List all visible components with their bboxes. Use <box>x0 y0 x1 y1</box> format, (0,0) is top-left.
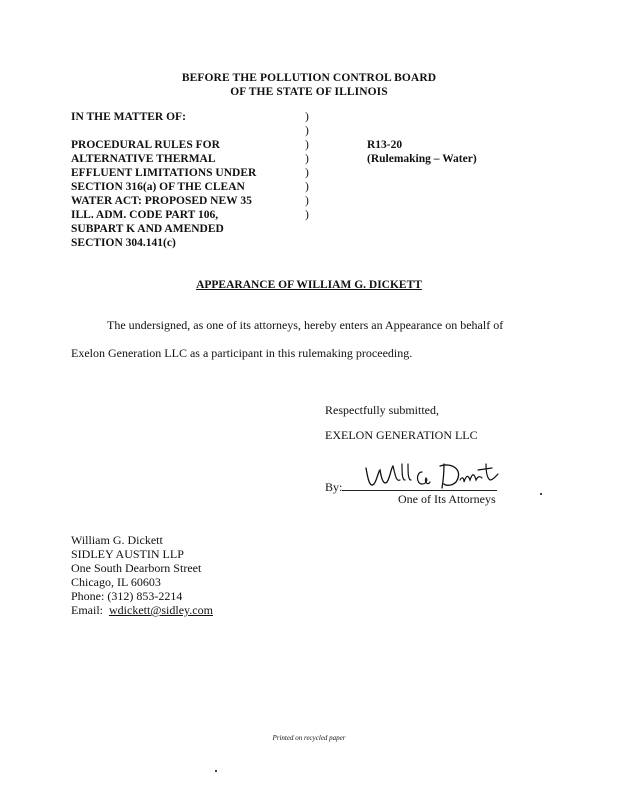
matter-label: IN THE MATTER OF: <box>71 111 186 123</box>
document-title: APPEARANCE OF WILLIAM G. DICKETT <box>196 279 422 291</box>
phone-number: Phone: (312) 853-2214 <box>71 589 183 603</box>
street-address: One South Dearborn Street <box>71 561 202 575</box>
paren: ) <box>305 111 309 123</box>
body-line-1: The undersigned, as one of its attorneys, hereby enters an Appearance on behalf of <box>107 318 504 332</box>
firm-name: SIDLEY AUSTIN LLP <box>71 547 184 561</box>
paren: ) <box>305 195 309 207</box>
caption-line: SUBPART K AND AMENDED <box>71 223 224 235</box>
paren: ) <box>305 139 309 151</box>
docket-info <box>367 138 477 166</box>
caption-line: WATER ACT: PROPOSED NEW 35 <box>71 195 252 207</box>
paren: ) <box>305 153 309 165</box>
caption-parens <box>305 110 309 222</box>
caption-line: ALTERNATIVE THERMAL <box>71 153 216 165</box>
company-name: EXELON GENERATION LLC <box>325 428 478 442</box>
paren: ) <box>305 209 309 221</box>
docket-type: (Rulemaking – Water) <box>367 153 477 165</box>
email-link[interactable]: wdickett@sidley.com <box>109 603 213 617</box>
caption-line: SECTION 316(a) OF THE CLEAN <box>71 181 245 193</box>
caption-line: SECTION 304.141(c) <box>71 237 176 249</box>
signature-caption: One of Its Attorneys <box>398 492 496 506</box>
court-name: BEFORE THE POLLUTION CONTROL BOARD <box>181 72 437 84</box>
email-label: Email: <box>71 603 103 617</box>
court-jurisdiction: OF THE STATE OF ILLINOIS <box>230 86 388 98</box>
by-label: By: <box>325 480 343 494</box>
body-line-2: Exelon Generation LLC as a participant in this rulemaking proceeding. <box>71 346 413 360</box>
paren: ) <box>305 167 309 179</box>
paren: ) <box>305 181 309 193</box>
scan-speck <box>540 493 542 495</box>
email-line <box>71 603 213 618</box>
caption-title <box>71 138 256 250</box>
caption-line: ILL. ADM. CODE PART 106, <box>71 209 219 221</box>
recycled-paper-note: Printed on recycled paper <box>272 734 346 742</box>
caption-line: EFFLUENT LIMITATIONS UNDER <box>71 167 257 179</box>
signature-drawing <box>360 458 510 494</box>
caption-line: PROCEDURAL RULES FOR <box>71 139 220 151</box>
city-address: Chicago, IL 60603 <box>71 575 161 589</box>
closing-phrase: Respectfully submitted, <box>325 403 439 417</box>
scan-speck <box>215 770 217 772</box>
docket-number: R13-20 <box>367 139 403 151</box>
attorney-name: William G. Dickett <box>71 533 163 547</box>
paren: ) <box>305 125 309 137</box>
